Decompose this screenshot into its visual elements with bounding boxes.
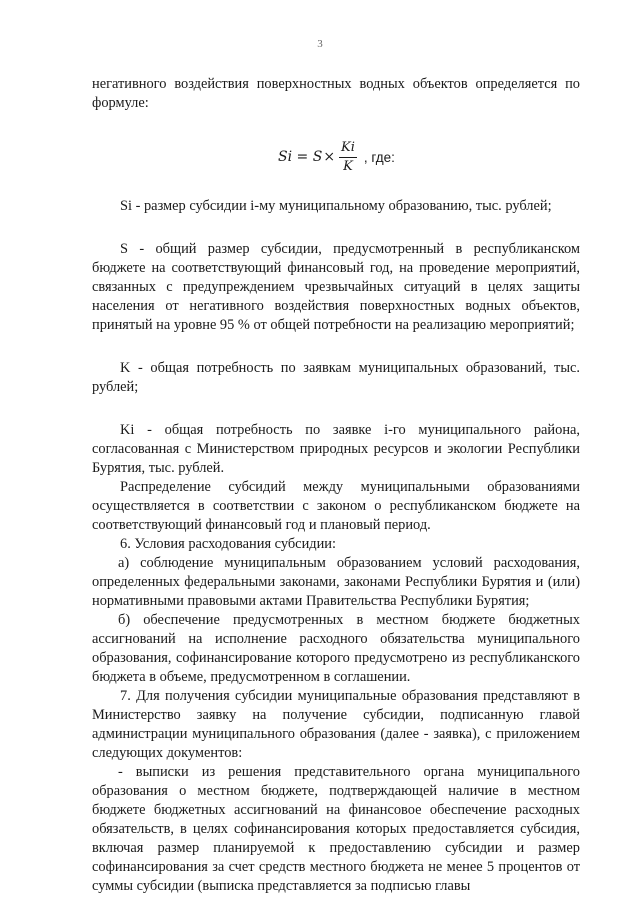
section-6-heading: 6. Условия расходования субсидии: (120, 536, 336, 552)
formula-fraction (339, 140, 357, 175)
formula-lhs: Si (278, 148, 293, 165)
document-list-item-1: - выписки из решения представительного органа муниципального образования о местном бюджете, подтверждающей наличие в местном бюджете бюджетных ассигнований на финансовое обеспечение расходных обязательств, в целях софинансирования которых предоставляется субсидия, включая размер планируемой к предоставлению субсидии и размер софинансирования за счет средств местного бюджета не менее 5 процентов от суммы субсидии (выписка представляется за подписью главы (92, 764, 580, 894)
formula-denominator: K (343, 158, 353, 174)
formula-times: × (323, 148, 336, 165)
formula-equals: = (292, 148, 313, 165)
document-body (92, 75, 580, 896)
definition-si: Si - размер субсидии i-му муниципальному образованию, тыс. рублей; (120, 198, 552, 214)
section-7-paragraph: 7. Для получения субсидии муниципальные образования представляют в Министерство заявку на получение субсидии, подписанную главой администрации муниципального образования (далее - заявка), с приложением следующих документов: (92, 688, 580, 761)
definition-s: S - общий размер субсидии, предусмотренный в республиканском бюджете на соответствующий финансовый год, на проведение мероприятий, связанных с предупреждением чрезвычайных ситуаций в целях защиты населения от негативного воздействия поверхностных водных объектов, принятый на уровне 95 % от общей потребности на реализацию мероприятий; (92, 241, 580, 333)
paragraph-intro: негативного воздействия поверхностных водных объектов определяется по формуле: (92, 76, 580, 111)
paragraph-distribution: Распределение субсидий между муниципальными образованиями осуществляется в соответствии с законом о республиканском бюджете на соответствующий финансовый год и плановый период. (92, 479, 580, 533)
definition-ki: Ki - общая потребность по заявке i-го муниципального района, согласованная с Министерством природных ресурсов и экологии Республики Бурятия, тыс. рублей. (92, 422, 580, 476)
formula-where: , где: (363, 149, 395, 165)
condition-b: б) обеспечение предусмотренных в местном бюджете бюджетных ассигнований на исполнение расходного обязательства муниципального образования, софинансирование которого предусмотрено из республиканского бюджета в объеме, предусмотренном в соглашении. (92, 612, 580, 685)
formula-s: S (312, 148, 323, 165)
condition-a: а) соблюдение муниципальным образованием условий расходования, определенных федеральными законами, законами Республики Бурятия и (или) нормативными правовыми актами Правительства Республики Бурятия; (92, 555, 580, 609)
definition-k: K - общая потребность по заявкам муниципальных образований, тыс. рублей; (92, 360, 580, 395)
page-number: 3 (317, 38, 323, 50)
formula-numerator: Ki (339, 140, 357, 158)
subsidy-formula (92, 135, 580, 179)
